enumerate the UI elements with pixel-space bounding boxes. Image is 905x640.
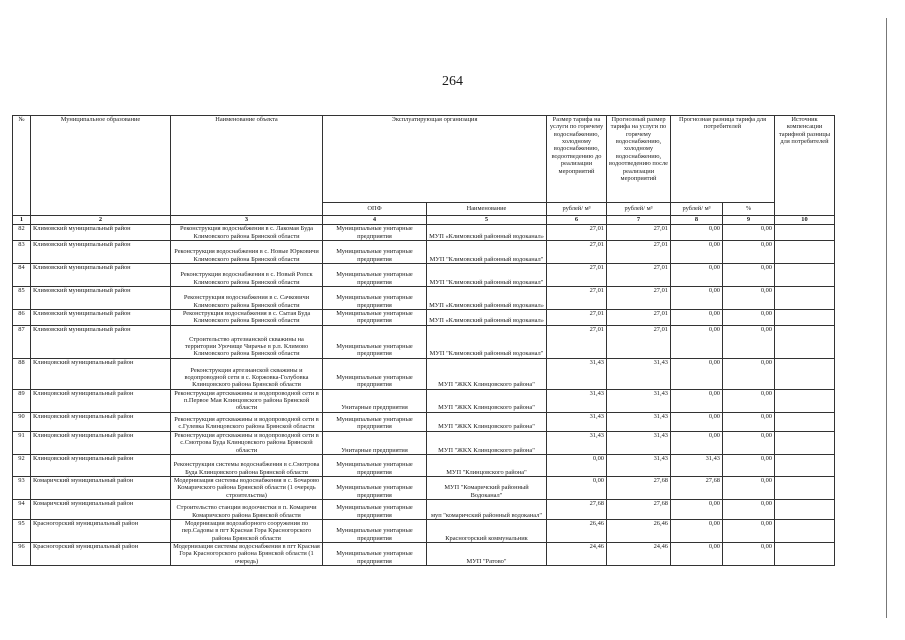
operator-name-cell: МУП «Климовский районный водоканал» [427,310,547,326]
row-number: 84 [13,264,31,287]
source-cell [775,454,835,476]
operator-name-cell: МУП "ЖКХ Клинцовского района" [427,412,547,431]
municipality-cell: Красногорский муниципальный район [31,519,171,542]
tariff-diff-rub-cell: 0,00 [671,264,723,287]
municipality-cell: Клинцовский муниципальный район [31,412,171,431]
tariff-diff-pct-cell: 0,00 [723,389,775,412]
municipality-cell: Климовский муниципальный район [31,225,171,241]
tariff-before-cell: 0,00 [547,454,607,476]
column-number: 6 [547,216,607,225]
operator-name-cell: МУП "Комаричский районный Водоканал" [427,476,547,499]
source-cell [775,225,835,241]
row-number: 93 [13,476,31,499]
table-row [13,310,835,326]
operator-name-cell: МУП "Климовский районный водоканал" [427,264,547,287]
column-number: 9 [723,216,775,225]
tariff-diff-pct-cell: 0,00 [723,431,775,454]
municipality-cell: Климовский муниципальный район [31,287,171,310]
opf-cell: Муниципальные унитарные предприятия [323,519,427,542]
column-number: 8 [671,216,723,225]
tariff-before-cell: 31,43 [547,389,607,412]
opf-cell: Муниципальные унитарные предприятия [323,287,427,310]
header-unit: рублей/ м³ [607,203,671,216]
column-number-row [13,216,835,225]
operator-name-cell: муп "комаричский районный водоканал" [427,499,547,519]
table-row [13,225,835,241]
header-unit: рублей/ м³ [671,203,723,216]
tariff-diff-pct-cell: 0,00 [723,287,775,310]
municipality-cell: Клинцовский муниципальный район [31,358,171,389]
tariff-before-cell: 31,43 [547,358,607,389]
municipality-cell: Климовский муниципальный район [31,310,171,326]
table-row [13,412,835,431]
municipality-cell: Климовский муниципальный район [31,241,171,264]
tariff-before-cell: 27,01 [547,287,607,310]
table-row [13,287,835,310]
row-number: 92 [13,454,31,476]
operator-name-cell: Красногорский коммунальник [427,519,547,542]
source-cell [775,287,835,310]
column-number: 7 [607,216,671,225]
object-cell: Реконструкция системы водоснабжения в с.Смотрова Буда Клинцовского района Брянской области [171,454,323,476]
header-opf: ОПФ [323,203,427,216]
table-row [13,519,835,542]
tariff-diff-pct-cell: 0,00 [723,499,775,519]
tariff-before-cell: 31,43 [547,412,607,431]
operator-name-cell: МУП "ЖКХ Клинцовского района" [427,431,547,454]
tariff-diff-pct-cell: 0,00 [723,310,775,326]
table-row [13,543,835,566]
tariff-after-cell: 26,46 [607,519,671,542]
tariff-diff-pct-cell: 0,00 [723,454,775,476]
tariff-diff-rub-cell: 0,00 [671,287,723,310]
header-municipality: Муниципальное образование [31,116,171,216]
tariff-before-cell: 26,46 [547,519,607,542]
tariff-diff-pct-cell: 0,00 [723,412,775,431]
row-number: 89 [13,389,31,412]
tariff-diff-rub-cell: 0,00 [671,310,723,326]
column-number: 10 [775,216,835,225]
table-body [13,225,835,566]
operator-name-cell: МУП «Климовский районный водоканал» [427,225,547,241]
operator-name-cell: МУП "Климовский районный водоканал" [427,325,547,358]
tariff-after-cell: 27,68 [607,476,671,499]
opf-cell: Муниципальные унитарные предприятия [323,358,427,389]
source-cell [775,264,835,287]
tariff-diff-pct-cell: 0,00 [723,358,775,389]
tariff-diff-rub-cell: 27,68 [671,476,723,499]
source-cell [775,389,835,412]
municipality-cell: Климовский муниципальный район [31,264,171,287]
tariff-before-cell: 27,68 [547,499,607,519]
row-number: 90 [13,412,31,431]
header-operator: Эксплуатирующая организация [323,116,547,203]
source-cell [775,358,835,389]
tariff-diff-pct-cell: 0,00 [723,241,775,264]
tariff-diff-rub-cell: 0,00 [671,325,723,358]
column-number: 5 [427,216,547,225]
column-number: 1 [13,216,31,225]
source-cell [775,310,835,326]
object-cell: Реконструкция артскважины и водопроводной сети в с.Гулевка Клинцовского района Брянской области [171,412,323,431]
row-number: 85 [13,287,31,310]
table-row [13,499,835,519]
table-row [13,389,835,412]
opf-cell: Муниципальные унитарные предприятия [323,454,427,476]
object-cell: Модернизация водозаборного сооружения по пер.Садовы в пгт Красная Гора Красногорского района Брянской области [171,519,323,542]
source-cell [775,543,835,566]
table-row [13,358,835,389]
opf-cell: Унитарные предприятия [323,431,427,454]
source-cell [775,519,835,542]
object-cell: Реконструкция водоснабжения в с. Сытая Буда Климовского района Брянской области [171,310,323,326]
header-object: Наименование объекта [171,116,323,216]
header-name: Наименование [427,203,547,216]
municipality-cell: Комаричский муниципальный район [31,476,171,499]
tariff-diff-pct-cell: 0,00 [723,476,775,499]
row-number: 83 [13,241,31,264]
row-number: 94 [13,499,31,519]
opf-cell: Муниципальные унитарные предприятия [323,476,427,499]
table-row [13,431,835,454]
tariff-after-cell: 31,43 [607,358,671,389]
tariff-before-cell: 31,43 [547,431,607,454]
source-cell [775,431,835,454]
tariff-diff-rub-cell: 0,00 [671,499,723,519]
row-number: 88 [13,358,31,389]
object-cell: Строительство артезианской скважины на территории Урочище Чирачье в р.п. Климово Климовского района Брянской области [171,325,323,358]
object-cell: Реконструкция артскважины и водопроводной сети в п.Первое Мая Клинцовского района Брянской области [171,389,323,412]
row-number: 95 [13,519,31,542]
municipality-cell: Комаричский муниципальный район [31,499,171,519]
tariff-diff-rub-cell: 0,00 [671,543,723,566]
tariff-diff-rub-cell: 0,00 [671,389,723,412]
table-row [13,325,835,358]
header-unit-percent: % [723,203,775,216]
source-cell [775,499,835,519]
tariff-before-cell: 27,01 [547,225,607,241]
municipality-cell: Климовский муниципальный район [31,325,171,358]
tariff-diff-pct-cell: 0,00 [723,543,775,566]
opf-cell: Муниципальные унитарные предприятия [323,241,427,264]
object-cell: Реконструкция водоснабжения в с. Сачковичи Климовского района Брянской области [171,287,323,310]
column-number: 3 [171,216,323,225]
tariff-diff-rub-cell: 0,00 [671,241,723,264]
object-cell: Реконструкция артезианской скважины и водопроводной сети в с. Коржовка-Голубовка Клинцовского района Брянской области [171,358,323,389]
tariff-diff-rub-cell: 0,00 [671,412,723,431]
tariff-after-cell: 31,43 [607,454,671,476]
source-cell [775,241,835,264]
row-number: 96 [13,543,31,566]
opf-cell: Муниципальные унитарные предприятия [323,412,427,431]
header-tariff-current: Размер тарифа на услуги по горячему водоснабжению, холодному водоснабжению, водоотведению до реализации мероприятий [547,116,607,203]
opf-cell: Муниципальные унитарные предприятия [323,325,427,358]
row-number: 87 [13,325,31,358]
tariff-after-cell: 31,43 [607,389,671,412]
tariff-after-cell: 27,01 [607,264,671,287]
source-cell [775,325,835,358]
tariff-diff-rub-cell: 0,00 [671,431,723,454]
row-number: 86 [13,310,31,326]
tariff-before-cell: 27,01 [547,241,607,264]
header-unit: рублей/ м³ [547,203,607,216]
municipality-cell: Клинцовский муниципальный район [31,454,171,476]
opf-cell: Муниципальные унитарные предприятия [323,310,427,326]
tariff-diff-rub-cell: 0,00 [671,358,723,389]
tariff-before-cell: 27,01 [547,325,607,358]
tariff-after-cell: 27,68 [607,499,671,519]
operator-name-cell: МУП "Ратово" [427,543,547,566]
tariff-after-cell: 24,46 [607,543,671,566]
operator-name-cell: МУП "Клинцовского района" [427,454,547,476]
tariff-diff-pct-cell: 0,00 [723,325,775,358]
header-tariff-diff: Прогнозная разница тарифа для потребителей [671,116,775,203]
operator-name-cell: МУП «Климовский районный водоканал» [427,287,547,310]
municipality-cell: Клинцовский муниципальный район [31,431,171,454]
row-number: 82 [13,225,31,241]
table-row [13,241,835,264]
table-row [13,476,835,499]
header-source: Источник компенсации тарифной разницы для потребителей [775,116,835,216]
column-number: 4 [323,216,427,225]
table-header [13,116,835,225]
opf-cell: Муниципальные унитарные предприятия [323,264,427,287]
scan-edge-line [886,18,887,618]
tariff-after-cell: 31,43 [607,412,671,431]
object-cell: Модернизация системы водоснабжения в с. Бочарово Комаричского района Брянской области (1 очередь строительства) [171,476,323,499]
tariff-after-cell: 31,43 [607,431,671,454]
tariff-diff-rub-cell: 31,43 [671,454,723,476]
tariff-after-cell: 27,01 [607,225,671,241]
tariff-diff-rub-cell: 0,00 [671,519,723,542]
source-cell [775,476,835,499]
tariff-after-cell: 27,01 [607,325,671,358]
tariff-diff-rub-cell: 0,00 [671,225,723,241]
tariff-diff-pct-cell: 0,00 [723,225,775,241]
row-number: 91 [13,431,31,454]
tariff-after-cell: 27,01 [607,310,671,326]
tariff-table [12,115,835,566]
table-row [13,454,835,476]
tariff-diff-pct-cell: 0,00 [723,264,775,287]
operator-name-cell: МУП "Климовский районный водоканал" [427,241,547,264]
header-tariff-forecast: Прогнозный размер тарифа на услуги по горячему водоснабжению, холодному водоснабжению, водоотведению после реализации мероприятий [607,116,671,203]
tariff-before-cell: 27,01 [547,264,607,287]
object-cell: Реконструкция водоснабжения в с. Лакомая Буда Климовского района Брянской области [171,225,323,241]
object-cell: Реконструкция водоснабжения в с. Новые Юрковичи Климовского района Брянской области [171,241,323,264]
source-cell [775,412,835,431]
tariff-before-cell: 0,00 [547,476,607,499]
tariff-diff-pct-cell: 0,00 [723,519,775,542]
municipality-cell: Красногорский муниципальный район [31,543,171,566]
column-number: 2 [31,216,171,225]
page-number: 264 [442,74,463,89]
opf-cell: Муниципальные унитарные предприятия [323,543,427,566]
object-cell: Реконструкция артскважины и водопроводной сети в с.Смотрова Буда Клинцовского района Брянской области [171,431,323,454]
operator-name-cell: МУП "ЖКХ Клинцовского района" [427,358,547,389]
opf-cell: Муниципальные унитарные предприятия [323,499,427,519]
header-no: № [13,116,31,216]
opf-cell: Муниципальные унитарные предприятия [323,225,427,241]
object-cell: Модернизация системы водоснабжения в пгт Красная Гора Красногорского района Брянской области (1 очередь) [171,543,323,566]
tariff-before-cell: 24,46 [547,543,607,566]
municipality-cell: Клинцовский муниципальный район [31,389,171,412]
tariff-after-cell: 27,01 [607,241,671,264]
operator-name-cell: МУП "ЖКХ Клинцовского района" [427,389,547,412]
object-cell: Строительство станции водоочистки в п. Комаричи Комаричского района Брянской области [171,499,323,519]
tariff-after-cell: 27,01 [607,287,671,310]
opf-cell: Унитарные предприятия [323,389,427,412]
tariff-before-cell: 27,01 [547,310,607,326]
object-cell: Реконструкция водоснабжения в с. Новый Ропск Климовского района Брянской области [171,264,323,287]
table-row [13,264,835,287]
